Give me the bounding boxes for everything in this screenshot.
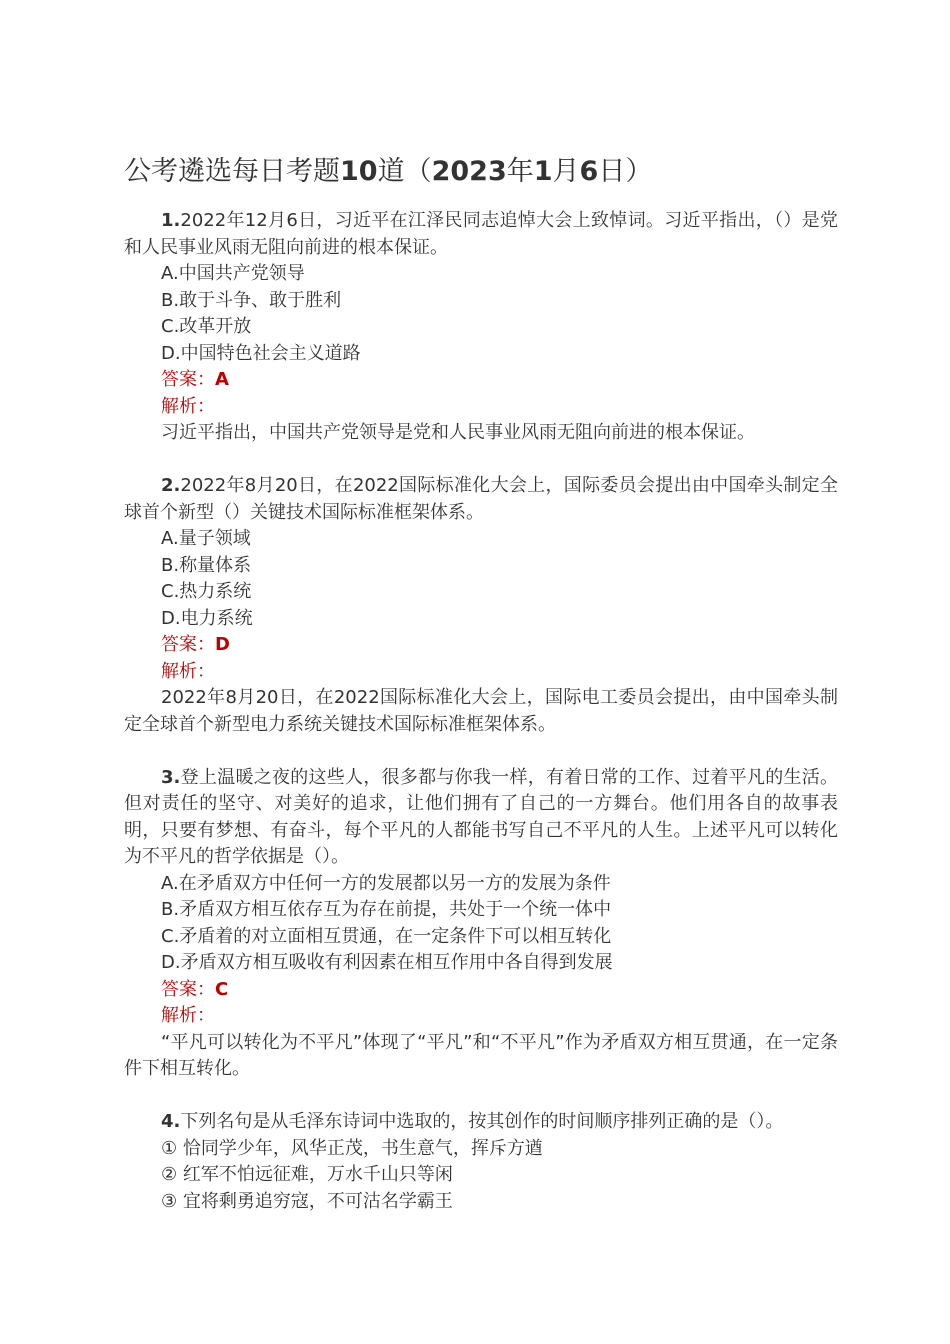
question-list [124,208,838,1242]
option-a: A.在矛盾双方中任何一方的发展都以另一方的发展为条件 [161,872,611,894]
analysis-label: 解析： [161,1005,215,1026]
answer: 答案：D [161,634,230,655]
question-1 [124,208,838,447]
analysis-text: 2022年8月20日，在2022国际标准化大会上，国际电工委员会提出，由中国牵头制定全球首个新型电力系统关键技术国际标准框架体系。 [124,687,838,735]
question-stem: 2.2022年8月20日，在2022国际标准化大会上，国际委员会提出由中国牵头制定全球首个新型（）关键技术国际标准框架体系。 [124,475,838,523]
option-b: B.矛盾双方相互依存互为存在前提，共处于一个统一体中 [161,899,612,920]
answer: 答案：C [161,978,229,1000]
analysis-label: 解析： [161,660,215,682]
question-number: 1. [161,210,181,231]
analysis-text: 习近平指出，中国共产党领导是党和人民事业风雨无阻向前进的根本保证。 [161,422,755,443]
question-stem: 3.登上温暖之夜的这些人，很多都与你我一样，有着日常的工作、过着平凡的生活。但对责任的坚守、对美好的追求，让他们拥有了自己的一方舞台。他们用各自的故事表明，只要有梦想、有奋斗，每个平凡的人都能书写自己不平凡的人生。上述平凡可以转化为不平凡的哲学依据是（）。 [124,766,838,867]
option-c: C.改革开放 [161,316,252,337]
answer-value: A [215,369,229,390]
question-number: 3. [161,766,181,788]
option-a: A.量子领域 [161,528,251,549]
statement-2: ② 红军不怕远征难，万水千山只等闲 [161,1164,453,1185]
question-stem: 1.2022年12月6日，习近平在江泽民同志追悼大会上致悼词。习近平指出，（）是党和人民事业风雨无阻向前进的根本保证。 [124,210,838,258]
option-c: C.热力系统 [161,581,252,602]
option-b: B.称量体系 [161,554,252,576]
question-4 [124,1109,838,1215]
option-c: C.矛盾着的对立面相互贯通，在一定条件下可以相互转化 [161,925,612,947]
question-2 [124,473,838,738]
question-number: 4. [161,1111,181,1132]
analysis-label: 解析： [161,395,215,417]
answer-value: D [215,634,230,655]
question-3 [124,765,838,1083]
question-stem: 4.下列名句是从毛泽东诗词中选取的，按其创作的时间顺序排列正确的是（）。 [161,1111,784,1132]
statement-3: ③ 宜将剩勇追穷寇，不可沽名学霸王 [161,1190,453,1212]
option-d: D.电力系统 [161,607,253,629]
question-number: 2. [161,475,181,496]
answer-value: C [215,978,229,1000]
option-a: A.中国共产党领导 [161,263,305,284]
page-title: 公考遴选每日考题10道（2023年1月6日） [124,156,653,187]
option-b: B.敢于斗争、敢于胜利 [161,289,342,311]
statement-1: ① 恰同学少年，风华正茂，书生意气，挥斥方遒 [161,1137,543,1159]
option-d: D.中国特色社会主义道路 [161,342,361,364]
analysis-text: “平凡可以转化为不平凡”体现了“平凡”和“不平凡”作为矛盾双方相互贯通，在一定条件下相互转化。 [124,1031,838,1079]
answer: 答案：A [161,369,229,390]
option-d: D.矛盾双方相互吸收有利因素在相互作用中各自得到发展 [161,952,613,973]
